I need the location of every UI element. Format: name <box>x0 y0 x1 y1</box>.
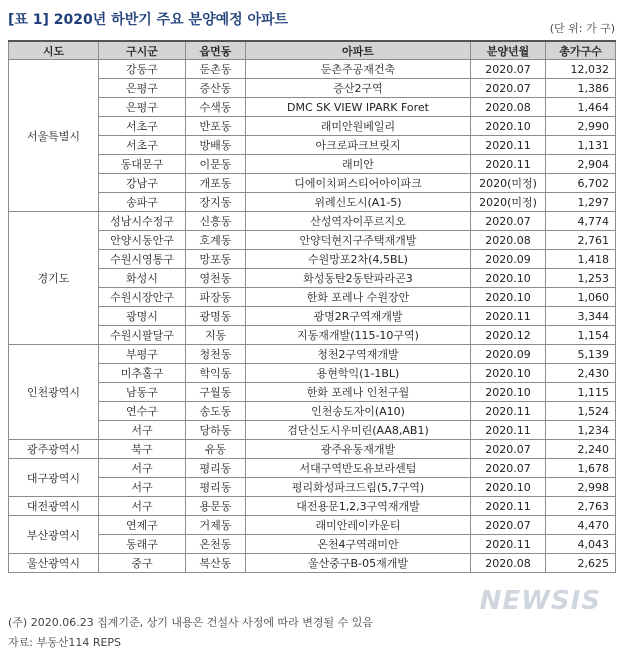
table-row <box>9 497 616 516</box>
households-cell: 4,043 <box>546 535 616 554</box>
households-cell: 1,524 <box>546 402 616 421</box>
sale-month-cell: 2020.09 <box>471 250 546 269</box>
table-body <box>9 60 616 573</box>
households-cell: 2,990 <box>546 117 616 136</box>
sido-cell: 부산광역시 <box>9 516 99 554</box>
households-cell: 6,702 <box>546 174 616 193</box>
sido-cell: 경기도 <box>9 212 99 345</box>
sido-cell: 대구광역시 <box>9 459 99 497</box>
town-cell: 망포동 <box>186 250 246 269</box>
town-cell: 청천동 <box>186 345 246 364</box>
households-cell: 1,131 <box>546 136 616 155</box>
sale-month-cell: 2020(미정) <box>471 193 546 212</box>
table-row <box>9 117 616 136</box>
sido-cell: 광주광역시 <box>9 440 99 459</box>
sale-month-cell: 2020.07 <box>471 79 546 98</box>
district-cell: 수원시영통구 <box>99 250 186 269</box>
table-row <box>9 212 616 231</box>
town-cell: 거제동 <box>186 516 246 535</box>
apartment-cell: 울산중구B-05재개발 <box>246 554 471 573</box>
town-cell: 복산동 <box>186 554 246 573</box>
district-cell: 서구 <box>99 459 186 478</box>
table-title: [표 1] 2020년 하반기 주요 분양예정 아파트 <box>8 12 289 28</box>
households-cell: 1,234 <box>546 421 616 440</box>
sido-cell: 울산광역시 <box>9 554 99 573</box>
apartment-cell: 평리화성파크드림(5,7구역) <box>246 478 471 497</box>
town-cell: 반포동 <box>186 117 246 136</box>
town-cell: 당하동 <box>186 421 246 440</box>
apartment-cell: 지동재개발(115-10구역) <box>246 326 471 345</box>
households-cell: 2,904 <box>546 155 616 174</box>
apartment-cell: 래미안원베일리 <box>246 117 471 136</box>
town-cell: 구월동 <box>186 383 246 402</box>
district-cell: 수원시팔달구 <box>99 326 186 345</box>
apartment-cell: 한화 포레나 수원장안 <box>246 288 471 307</box>
apartment-cell: 인천송도자이(A10) <box>246 402 471 421</box>
sale-month-cell: 2020.11 <box>471 136 546 155</box>
source-note: 자료: 부동산114 REPS <box>8 636 122 649</box>
households-cell: 1,154 <box>546 326 616 345</box>
table-row <box>9 79 616 98</box>
district-cell: 은평구 <box>99 79 186 98</box>
unit-label: (단 위: 가 구) <box>549 22 615 35</box>
header-apartment: 아파트 <box>246 41 471 60</box>
district-cell: 서구 <box>99 421 186 440</box>
table-row <box>9 326 616 345</box>
apartment-cell: 광명2R구역재개발 <box>246 307 471 326</box>
town-cell: 용문동 <box>186 497 246 516</box>
table-row <box>9 98 616 117</box>
district-cell: 미추홀구 <box>99 364 186 383</box>
apartment-cell: 서대구역반도유보라센텀 <box>246 459 471 478</box>
sale-month-cell: 2020.07 <box>471 516 546 535</box>
sale-month-cell: 2020(미정) <box>471 174 546 193</box>
households-cell: 2,998 <box>546 478 616 497</box>
apartment-cell: 위례신도시(A1-5) <box>246 193 471 212</box>
apartment-cell: 산성역자이푸르지오 <box>246 212 471 231</box>
table-row <box>9 269 616 288</box>
apartment-cell: 용현학익(1-1BL) <box>246 364 471 383</box>
header-sale-month: 분양년월 <box>471 41 546 60</box>
town-cell: 방배동 <box>186 136 246 155</box>
sale-month-cell: 2020.07 <box>471 440 546 459</box>
town-cell: 지동 <box>186 326 246 345</box>
district-cell: 북구 <box>99 440 186 459</box>
district-cell: 성남시수정구 <box>99 212 186 231</box>
district-cell: 화성시 <box>99 269 186 288</box>
district-cell: 송파구 <box>99 193 186 212</box>
town-cell: 이문동 <box>186 155 246 174</box>
district-cell: 은평구 <box>99 98 186 117</box>
town-cell: 신흥동 <box>186 212 246 231</box>
district-cell: 안양시동안구 <box>99 231 186 250</box>
town-cell: 광명동 <box>186 307 246 326</box>
sale-month-cell: 2020.08 <box>471 231 546 250</box>
apartment-cell: 증산2구역 <box>246 79 471 98</box>
sale-month-cell: 2020.11 <box>471 421 546 440</box>
table-row <box>9 402 616 421</box>
table-row <box>9 136 616 155</box>
sale-month-cell: 2020.07 <box>471 212 546 231</box>
header-sido: 시도 <box>9 41 99 60</box>
sale-month-cell: 2020.12 <box>471 326 546 345</box>
district-cell: 연수구 <box>99 402 186 421</box>
apartment-cell: 광주유동재개발 <box>246 440 471 459</box>
district-cell: 동래구 <box>99 535 186 554</box>
apartment-cell: 래미안 <box>246 155 471 174</box>
town-cell: 장지동 <box>186 193 246 212</box>
sale-month-cell: 2020.08 <box>471 554 546 573</box>
apartment-cell: 청천2구역재개발 <box>246 345 471 364</box>
district-cell: 광명시 <box>99 307 186 326</box>
sale-month-cell: 2020.07 <box>471 459 546 478</box>
district-cell: 서구 <box>99 497 186 516</box>
households-cell: 2,625 <box>546 554 616 573</box>
households-cell: 1,464 <box>546 98 616 117</box>
table-row <box>9 478 616 497</box>
apartment-cell: 대전용문1,2,3구역재개발 <box>246 497 471 516</box>
header-households: 총가구수 <box>546 41 616 60</box>
table-row <box>9 174 616 193</box>
table-row <box>9 60 616 79</box>
district-cell: 서구 <box>99 478 186 497</box>
table-row <box>9 155 616 174</box>
households-cell: 1,060 <box>546 288 616 307</box>
sido-cell: 인천광역시 <box>9 345 99 440</box>
town-cell: 학익동 <box>186 364 246 383</box>
district-cell: 강남구 <box>99 174 186 193</box>
households-cell: 2,240 <box>546 440 616 459</box>
table-row <box>9 231 616 250</box>
town-cell: 호계동 <box>186 231 246 250</box>
households-cell: 5,139 <box>546 345 616 364</box>
apartment-cell: DMC SK VIEW IPARK Foret <box>246 98 471 117</box>
header-row <box>9 41 616 60</box>
district-cell: 서초구 <box>99 117 186 136</box>
newsis-watermark: NEWSIS <box>479 586 601 616</box>
households-cell: 1,418 <box>546 250 616 269</box>
sale-month-cell: 2020.10 <box>471 478 546 497</box>
households-cell: 1,253 <box>546 269 616 288</box>
town-cell: 영천동 <box>186 269 246 288</box>
sale-month-cell: 2020.10 <box>471 288 546 307</box>
sale-month-cell: 2020.11 <box>471 497 546 516</box>
table-row <box>9 383 616 402</box>
households-cell: 2,761 <box>546 231 616 250</box>
households-cell: 4,470 <box>546 516 616 535</box>
table-row <box>9 307 616 326</box>
table-row <box>9 250 616 269</box>
sale-month-cell: 2020.10 <box>471 117 546 136</box>
apartment-cell: 온천4구역래미안 <box>246 535 471 554</box>
district-cell: 연제구 <box>99 516 186 535</box>
apartment-cell: 수원망포2차(4,5BL) <box>246 250 471 269</box>
sale-month-cell: 2020.11 <box>471 535 546 554</box>
table-row <box>9 288 616 307</box>
town-cell: 유동 <box>186 440 246 459</box>
header-town: 읍면동 <box>186 41 246 60</box>
table-row <box>9 421 616 440</box>
town-cell: 송도동 <box>186 402 246 421</box>
households-cell: 1,115 <box>546 383 616 402</box>
table-row <box>9 364 616 383</box>
district-cell: 부평구 <box>99 345 186 364</box>
households-cell: 2,763 <box>546 497 616 516</box>
sale-month-cell: 2020.09 <box>471 345 546 364</box>
town-cell: 평리동 <box>186 478 246 497</box>
sale-month-cell: 2020.10 <box>471 269 546 288</box>
district-cell: 강동구 <box>99 60 186 79</box>
header-district: 구시군 <box>99 41 186 60</box>
households-cell: 2,430 <box>546 364 616 383</box>
town-cell: 수색동 <box>186 98 246 117</box>
apartment-cell: 검단신도시우미린(AA8,AB1) <box>246 421 471 440</box>
sale-month-cell: 2020.11 <box>471 402 546 421</box>
district-cell: 중구 <box>99 554 186 573</box>
district-cell: 서초구 <box>99 136 186 155</box>
households-cell: 1,678 <box>546 459 616 478</box>
households-cell: 1,386 <box>546 79 616 98</box>
apartment-cell: 둔촌주공재건축 <box>246 60 471 79</box>
apartment-table <box>8 40 616 573</box>
apartment-cell: 래미안레이카운티 <box>246 516 471 535</box>
sale-month-cell: 2020.11 <box>471 307 546 326</box>
town-cell: 평리동 <box>186 459 246 478</box>
sido-cell: 대전광역시 <box>9 497 99 516</box>
sale-month-cell: 2020.10 <box>471 383 546 402</box>
sale-month-cell: 2020.11 <box>471 155 546 174</box>
footnote: (주) 2020.06.23 집계기준, 상기 내용은 건설사 사정에 따라 변경될 수 있음 <box>8 616 374 629</box>
town-cell: 파장동 <box>186 288 246 307</box>
table-row <box>9 535 616 554</box>
sido-cell: 서울특별시 <box>9 60 99 212</box>
table-row <box>9 516 616 535</box>
town-cell: 증산동 <box>186 79 246 98</box>
town-cell: 개포동 <box>186 174 246 193</box>
households-cell: 12,032 <box>546 60 616 79</box>
households-cell: 1,297 <box>546 193 616 212</box>
apartment-cell: 디에이치퍼스티어아이파크 <box>246 174 471 193</box>
apartment-cell: 한화 포레나 인천구월 <box>246 383 471 402</box>
table-row <box>9 554 616 573</box>
district-cell: 남동구 <box>99 383 186 402</box>
sale-month-cell: 2020.10 <box>471 364 546 383</box>
district-cell: 동대문구 <box>99 155 186 174</box>
town-cell: 온천동 <box>186 535 246 554</box>
households-cell: 3,344 <box>546 307 616 326</box>
apartment-cell: 아크로파크브릿지 <box>246 136 471 155</box>
district-cell: 수원시장안구 <box>99 288 186 307</box>
sale-month-cell: 2020.08 <box>471 98 546 117</box>
table-row <box>9 345 616 364</box>
households-cell: 4,774 <box>546 212 616 231</box>
table-row <box>9 440 616 459</box>
table-row <box>9 193 616 212</box>
apartment-cell: 화성동탄2동탄파라곤3 <box>246 269 471 288</box>
town-cell: 둔촌동 <box>186 60 246 79</box>
sale-month-cell: 2020.07 <box>471 60 546 79</box>
apartment-cell: 안양덕현지구주택재개발 <box>246 231 471 250</box>
table-row <box>9 459 616 478</box>
